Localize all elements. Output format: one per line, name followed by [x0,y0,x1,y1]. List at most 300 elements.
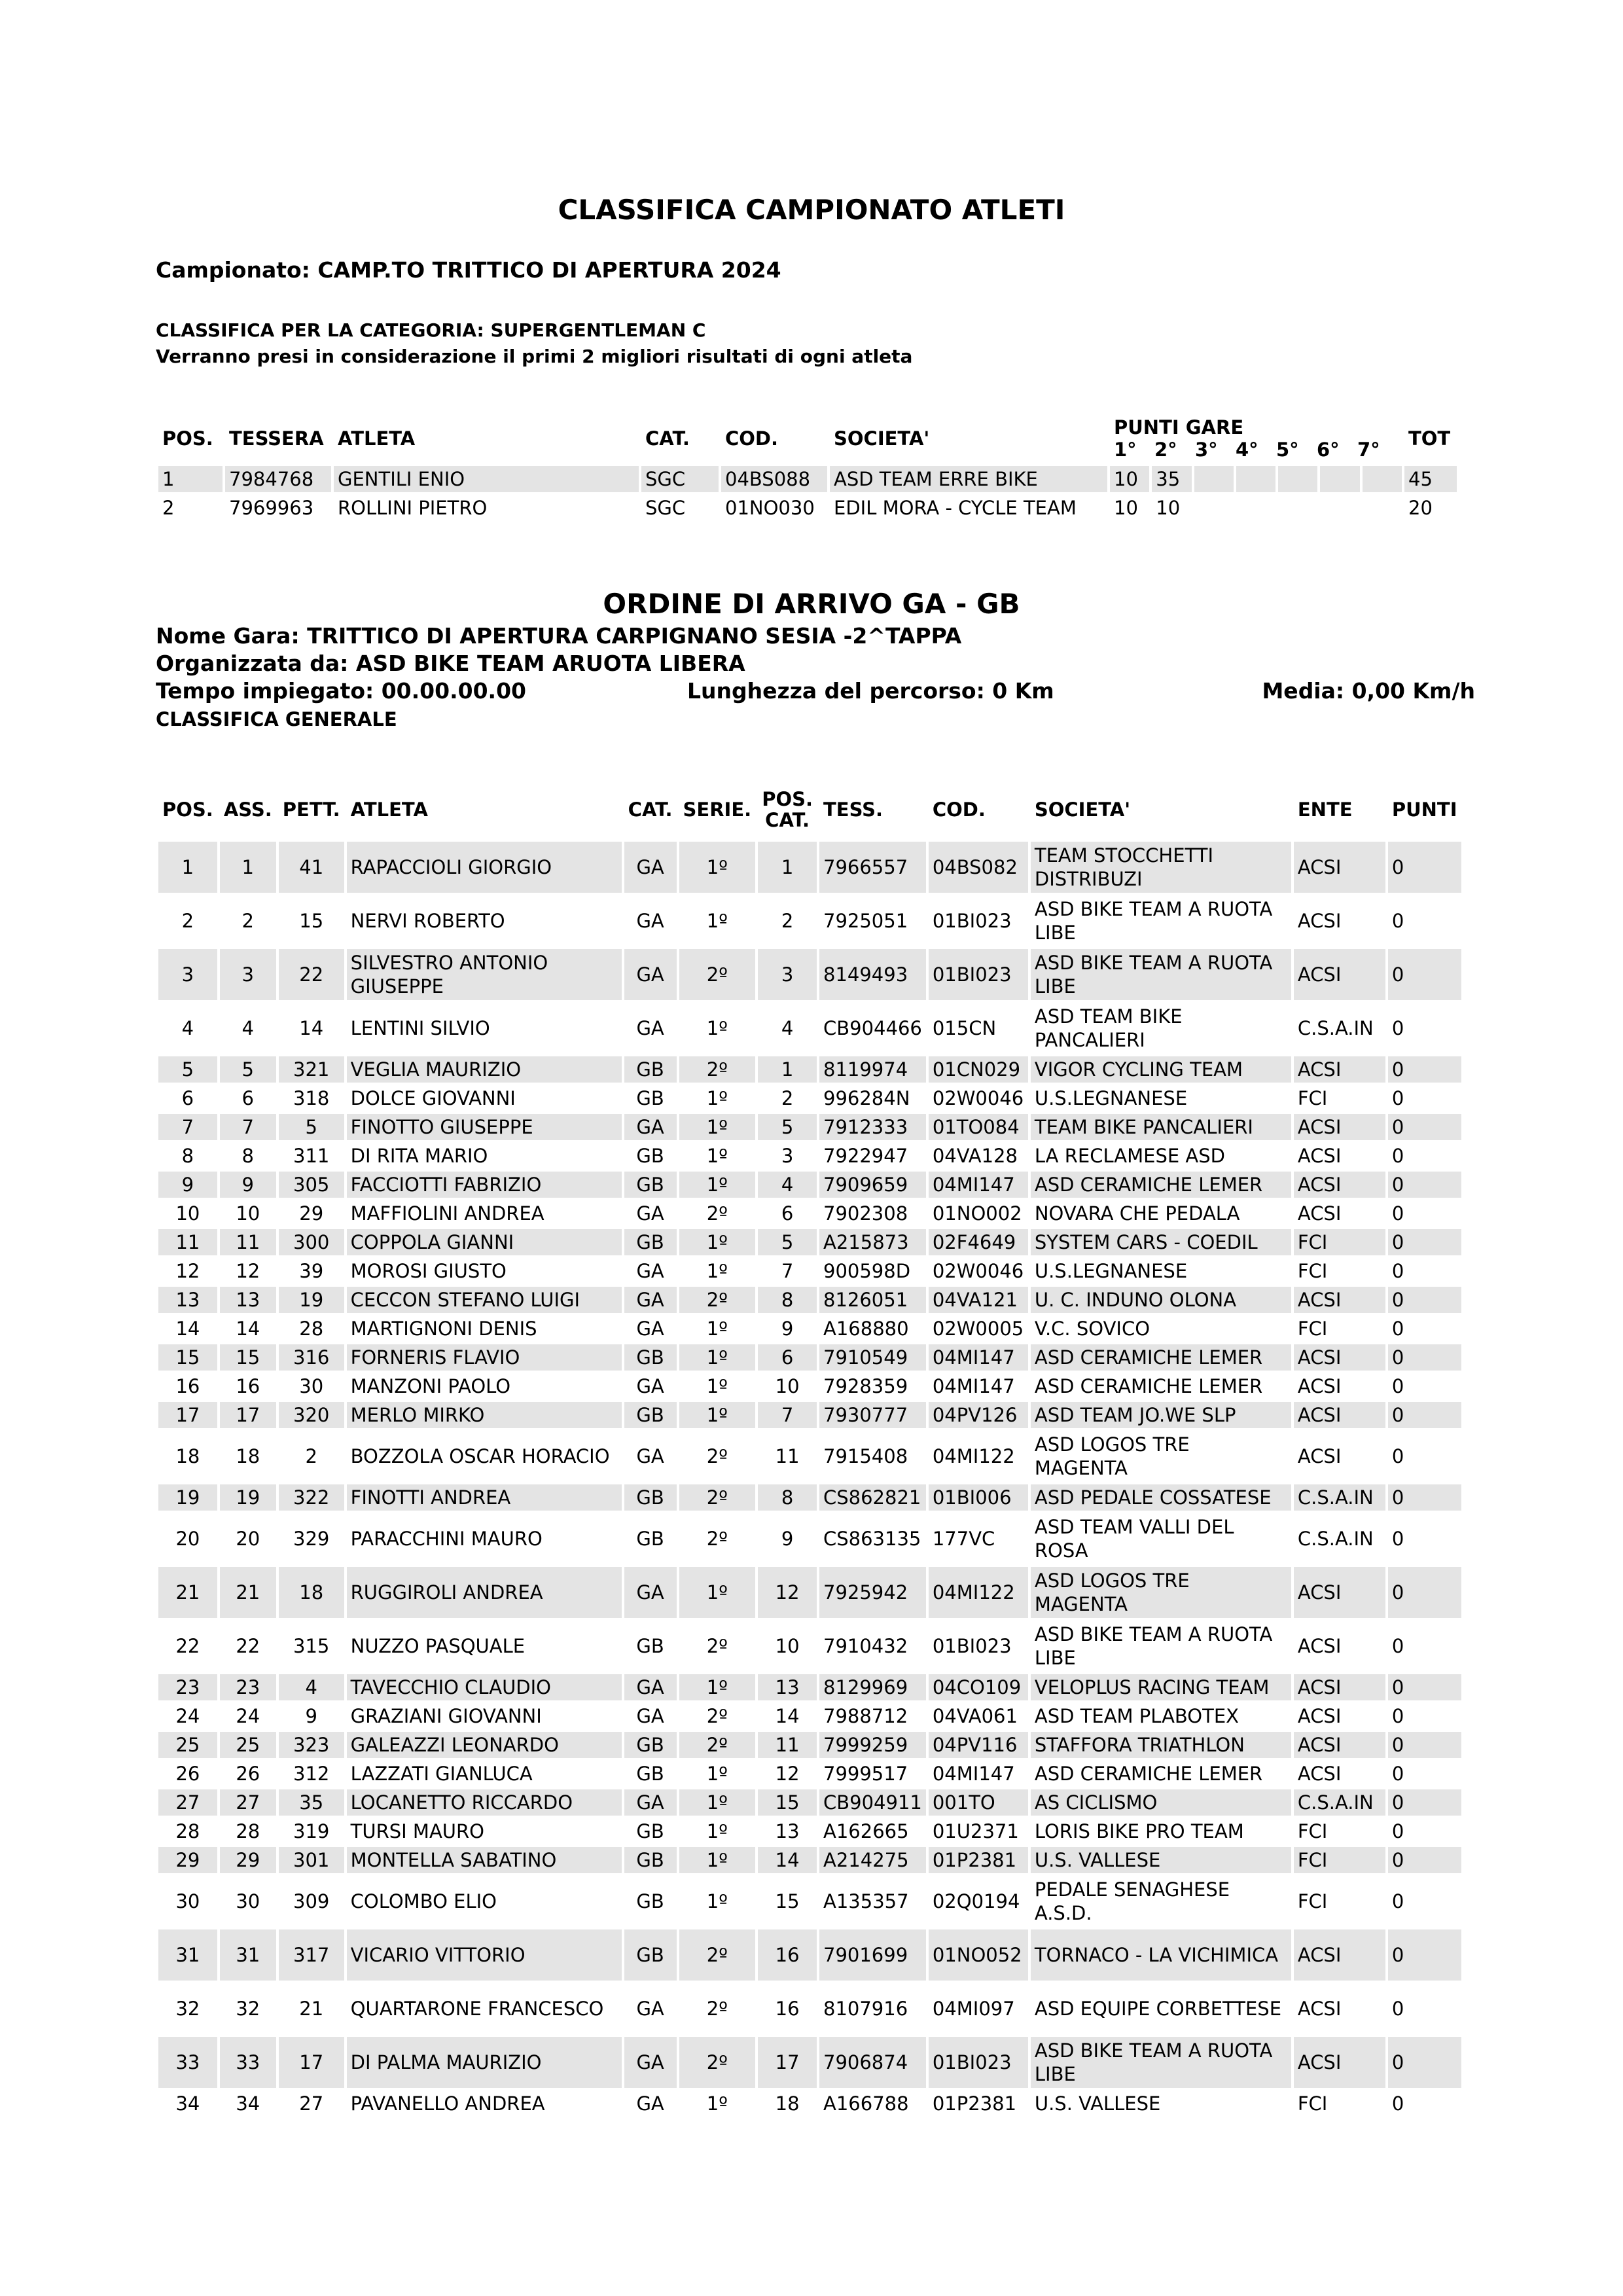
ente: ACSI [1294,1287,1385,1313]
pos: 22 [175,1635,200,1657]
serie: 1º [706,2092,728,2115]
ass: 29 [220,1847,276,1873]
table-row [158,1621,1461,1672]
pos: 12 [175,1260,200,1282]
cat: GA [636,1017,664,1039]
pett: 300 [279,1229,344,1255]
ass: 2 [241,910,254,932]
atleta: MARTIGNONI DENIS [350,1318,537,1340]
atleta: MOROSI GIUSTO [350,1260,507,1282]
pos: 2 [181,910,194,932]
col-punti-gare [1110,414,1402,463]
col-punti: PUNTI [1391,798,1457,821]
atleta: GALEAZZI LEONARDO [347,1732,622,1758]
table-row [158,949,1461,1000]
table-row [158,1344,1461,1371]
serie: 2º [706,1705,728,1727]
cat: GA [636,1375,664,1397]
pett: 41 [279,842,344,893]
table-row [158,1761,1461,1787]
cat: SGC [641,466,719,492]
table-row [158,1143,1461,1169]
tess: 7925942 [819,1567,926,1618]
cod: 02W0046 [932,1087,1024,1109]
pos: 5 [158,1056,217,1083]
tess: A168880 [823,1318,909,1340]
tess: CS862821 [819,1484,926,1511]
atleta: VEGLIA MAURIZIO [347,1056,622,1083]
pos: 19 [158,1484,217,1511]
col-societa: SOCIETA' [834,427,930,450]
societa: ASD BIKE TEAM A RUOTA LIBE [1031,949,1291,1000]
ente: ACSI [1294,1056,1385,1083]
race-5-points [1278,466,1317,492]
cat: GA [636,1318,664,1340]
col-atleta: ATLETA [338,427,416,450]
pos-cat: 8 [758,1484,817,1511]
pett: 35 [279,1789,344,1816]
pos: 23 [158,1674,217,1700]
order-title: ORDINE DI ARRIVO GA - GB [603,588,1020,620]
punti: 0 [1391,2092,1404,2115]
societa: NOVARA CHE PEDALA [1034,1202,1240,1225]
pett: 316 [279,1344,344,1371]
cat: GB [636,1635,664,1657]
cat: GB [624,1847,677,1873]
race-number-labels [1114,439,1398,461]
societa: ASD TEAM PLABOTEX [1034,1705,1240,1727]
cod: 04MI122 [929,1567,1028,1618]
pett: 29 [299,1202,324,1225]
atleta: TAVECCHIO CLAUDIO [347,1674,622,1700]
cod: 01BI023 [932,1635,1012,1657]
pos: 8 [181,1145,194,1167]
table-row [158,1847,1461,1873]
pett: 312 [293,1763,330,1785]
societa: ASD TEAM JO.WE SLP [1031,1402,1291,1428]
pos-cat: 16 [758,1929,817,1981]
ass: 25 [220,1732,276,1758]
ass: 27 [220,1789,276,1816]
race-2-points: 10 [1156,497,1181,519]
atleta: LAZZATI GIANLUCA [350,1763,533,1785]
table-row [158,1789,1461,1816]
societa: ASD TEAM BIKE PANCALIERI [1034,1005,1183,1051]
tess: CS863135 [823,1528,921,1550]
punti: 0 [1388,1114,1461,1140]
pett: 320 [279,1402,344,1428]
pos: 28 [175,1820,200,1842]
atleta: PARACCHINI MAURO [350,1528,543,1550]
punti-gare-label: PUNTI GARE [1114,416,1244,439]
table-row [158,1085,1461,1111]
punti: 0 [1391,1998,1404,2020]
table-row [158,1732,1461,1758]
ass: 13 [220,1287,276,1313]
cod: 02W0046 [932,1260,1024,1282]
punti: 0 [1388,2037,1461,2088]
punti: 0 [1391,1890,1404,1912]
tess: 8107916 [823,1998,908,2020]
serie: 1º [706,910,728,932]
cod: 04MI147 [932,1763,1015,1785]
tess: 7930777 [819,1402,926,1428]
cat: GA [624,1287,677,1313]
tess: A135357 [823,1890,909,1912]
atleta: ROLLINI PIETRO [338,497,488,519]
ranking-table [156,411,1459,524]
pett: 14 [299,1017,324,1039]
atleta: QUARTARONE FRANCESCO [350,1998,604,2020]
table-row [158,1287,1461,1313]
table-row [158,1431,1461,1482]
serie: 1º [706,1763,728,1785]
punti: 0 [1391,1528,1404,1550]
tess: A215873 [819,1229,926,1255]
societa: V.C. SOVICO [1034,1318,1150,1340]
pett: 322 [279,1484,344,1511]
ass: 5 [220,1056,276,1083]
organizer: Organizzata da: ASD BIKE TEAM ARUOTA LIBERA [156,651,745,676]
punti: 0 [1388,1056,1461,1083]
cod: 02W0005 [932,1318,1024,1340]
serie: 1º [679,1674,756,1700]
cod: 04PV126 [929,1402,1028,1428]
col-tessera: TESSERA [229,427,324,450]
cod: 04PV116 [929,1732,1028,1758]
race-2-points: 35 [1152,466,1191,492]
pos-cat: 4 [781,1017,794,1039]
punti: 0 [1391,1705,1404,1727]
cod: 01BI023 [929,2037,1028,2088]
pett: 2 [305,1445,317,1467]
tess: 7906874 [819,2037,926,2088]
col-pos: POS. [162,798,213,821]
cod: 001TO [929,1789,1028,1816]
ente: ACSI [1294,1567,1385,1618]
ranking-row [158,495,1457,521]
ass: 22 [236,1635,260,1657]
table-row [158,1703,1461,1729]
pos: 26 [175,1763,200,1785]
ass: 17 [220,1402,276,1428]
ente: C.S.A.IN [1297,1017,1374,1039]
pos-cat: 7 [781,1260,794,1282]
pos-cat: 2 [781,1087,794,1109]
race-3-points [1194,466,1234,492]
punti: 0 [1391,1087,1404,1109]
pos: 11 [158,1229,217,1255]
ass: 11 [220,1229,276,1255]
serie: 2º [706,1635,728,1657]
societa: U.S. VALLESE [1034,2092,1161,2115]
pos: 1 [158,842,217,893]
tess: 7999517 [823,1763,908,1785]
ente: FCI [1297,1087,1328,1109]
time-taken: Tempo impiegato: 00.00.00.00 [156,678,527,704]
serie: 2º [679,1287,756,1313]
pos: 14 [175,1318,200,1340]
societa: TEAM BIKE PANCALIERI [1031,1114,1291,1140]
race-7-points [1363,495,1402,521]
course-length: Lunghezza del percorso: 0 Km [687,678,1054,704]
pett: 21 [299,1998,324,2020]
atleta: GRAZIANI GIOVANNI [350,1705,542,1727]
tess: 900598D [823,1260,911,1282]
ass: 30 [236,1890,260,1912]
race-1-points: 10 [1110,466,1149,492]
table-row [158,1200,1461,1227]
pos-cat: 6 [781,1202,794,1225]
cod: 02Q0194 [932,1890,1020,1912]
punti: 0 [1388,1402,1461,1428]
race-6-label: 6° [1317,439,1340,461]
punti: 0 [1388,1732,1461,1758]
cod: 04MI122 [932,1445,1015,1467]
tess: 7912333 [819,1114,926,1140]
race-4-points [1236,466,1275,492]
pos: 32 [175,1998,200,2020]
punti: 0 [1388,1484,1461,1511]
punti: 0 [1388,1567,1461,1618]
pos-cat: 1 [758,842,817,893]
pos: 33 [158,2037,217,2088]
pos: 25 [158,1732,217,1758]
tessera: 7969963 [229,497,314,519]
pos-cat: 3 [781,1145,794,1167]
serie: 1º [679,1402,756,1428]
ente: FCI [1297,1820,1328,1842]
ranking-row [158,466,1457,492]
tess: 7910549 [819,1344,926,1371]
pett: 309 [293,1890,330,1912]
pett: 323 [279,1732,344,1758]
cat: GA [624,949,677,1000]
ente: ACSI [1297,1445,1342,1467]
societa: STAFFORA TRIATHLON [1031,1732,1291,1758]
punti: 0 [1388,842,1461,893]
ass: 32 [236,1998,260,2020]
table-row [158,895,1461,946]
ass: 18 [236,1445,260,1467]
table-row [158,1258,1461,1284]
ass: 26 [236,1763,260,1785]
atleta: SILVESTRO ANTONIO GIUSEPPE [347,949,622,1000]
punti: 0 [1391,1260,1404,1282]
pos: 1 [158,466,223,492]
tess: 7928359 [823,1375,908,1397]
cod: 01TO084 [929,1114,1028,1140]
pett: 28 [299,1318,324,1340]
ass: 14 [236,1318,260,1340]
col-ass: ASS. [223,798,272,821]
cod: 015CN [932,1017,997,1039]
table-row [158,842,1461,893]
table-row [158,1229,1461,1255]
cat: GB [636,1145,664,1167]
race-3-label: 3° [1195,439,1218,461]
general-classification-label: CLASSIFICA GENERALE [156,708,397,730]
punti: 0 [1391,1635,1404,1657]
tess: 7922947 [823,1145,908,1167]
cat: GA [636,1705,664,1727]
ente: FCI [1297,1890,1328,1912]
cat: GB [636,1890,664,1912]
atleta: LOCANETTO RICCARDO [347,1789,622,1816]
cat: GB [624,1929,677,1981]
serie: 2º [706,1445,728,1467]
societa: ASD LOGOS TRE MAGENTA [1031,1567,1291,1618]
cod: 04BS088 [721,466,827,492]
cod: 01BI006 [929,1484,1028,1511]
pos: 16 [175,1375,200,1397]
pos-cat: 5 [758,1114,817,1140]
table-row [158,1818,1461,1844]
cod: 01NO030 [725,497,815,519]
pos-cat: 8 [758,1287,817,1313]
arrival-header-row [158,780,1461,839]
pett: 17 [279,2037,344,2088]
societa: ASD PEDALE COSSATESE [1031,1484,1291,1511]
ass: 12 [236,1260,260,1282]
cod: 01U2371 [932,1820,1019,1842]
serie: 1º [679,842,756,893]
cat: GB [624,1172,677,1198]
serie: 2º [679,1732,756,1758]
pos: 15 [158,1344,217,1371]
pett: 19 [279,1287,344,1313]
serie: 1º [706,1375,728,1397]
societa: PEDALE SENAGHESE A.S.D. [1034,1878,1230,1924]
cat: GA [624,1114,677,1140]
cat: GA [636,1202,664,1225]
pos-cat: 12 [758,1567,817,1618]
race-4-label: 4° [1236,439,1258,461]
cod: 04VA121 [929,1287,1028,1313]
serie: 1º [679,1172,756,1198]
serie: 1º [706,1820,728,1842]
race-4-points [1236,495,1275,521]
total: 45 [1404,466,1457,492]
cod: 01P2381 [929,1847,1028,1873]
tess: 7910432 [823,1635,908,1657]
punti: 0 [1388,1674,1461,1700]
ente: ACSI [1294,1929,1385,1981]
serie: 2º [679,2037,756,2088]
ente: ACSI [1297,1635,1342,1657]
atleta: MANZONI PAOLO [350,1375,511,1397]
serie: 2º [679,1056,756,1083]
pett: 27 [299,2092,324,2115]
tess: 7901699 [819,1929,926,1981]
pos: 29 [158,1847,217,1873]
punti: 0 [1388,1344,1461,1371]
pos-cat: 15 [758,1789,817,1816]
cat: SGC [645,497,686,519]
pos: 17 [158,1402,217,1428]
atleta: VICARIO VITTORIO [347,1929,622,1981]
pett: 39 [299,1260,324,1282]
tess: A166788 [823,2092,909,2115]
societa: TEAM STOCCHETTI DISTRIBUZI [1031,842,1291,893]
ass: 16 [236,1375,260,1397]
category-line: CLASSIFICA PER LA CATEGORIA: SUPERGENTLEMAN C [156,319,706,341]
societa: ASD CERAMICHE LEMER [1031,1172,1291,1198]
cat: GA [636,2092,664,2115]
pos: 7 [158,1114,217,1140]
atleta: FINOTTO GIUSEPPE [347,1114,622,1140]
table-row [158,1402,1461,1428]
pos-cat: 4 [758,1172,817,1198]
race-7-points [1363,466,1402,492]
pos: 18 [175,1445,200,1467]
page-title: CLASSIFICA CAMPIONATO ATLETI [558,194,1065,226]
cat: GB [636,1820,664,1842]
cat: GB [636,1763,664,1785]
cod: 01NO052 [929,1929,1028,1981]
tess: CB904911 [819,1789,926,1816]
cod: 04MI147 [929,1172,1028,1198]
cat: GA [624,1789,677,1816]
pett: 317 [279,1929,344,1981]
pos: 20 [175,1528,200,1550]
atleta: NUZZO PASQUALE [350,1635,526,1657]
race-5-points [1278,495,1317,521]
atleta: MONTELLA SABATINO [347,1847,622,1873]
societa: TORNACO - LA VICHIMICA [1031,1929,1291,1981]
atleta: FACCIOTTI FABRIZIO [347,1172,622,1198]
pos-cat: 7 [758,1402,817,1428]
cat: GB [624,1229,677,1255]
pos: 27 [158,1789,217,1816]
cat: GA [624,1567,677,1618]
race-name: Nome Gara: TRITTICO DI APERTURA CARPIGNANO SESIA -2^TAPPA [156,623,962,649]
ass: 21 [220,1567,276,1618]
race-1-label: 1° [1114,439,1137,461]
ass: 9 [220,1172,276,1198]
societa: ASD CERAMICHE LEMER [1034,1375,1263,1397]
pett: 311 [293,1145,330,1167]
ente: C.S.A.IN [1297,1528,1374,1550]
pos-cat: 14 [775,1705,800,1727]
atleta: BOZZOLA OSCAR HORACIO [350,1445,610,1467]
serie: 1º [679,1567,756,1618]
ente: ACSI [1297,1705,1342,1727]
serie: 2º [706,1528,728,1550]
cod: 177VC [932,1528,995,1550]
col-cod: COD. [932,798,986,821]
pos: 34 [175,2092,200,2115]
table-row [158,1316,1461,1342]
punti: 0 [1391,1375,1404,1397]
tess: 7909659 [819,1172,926,1198]
punti: 0 [1388,1287,1461,1313]
ente: ACSI [1294,1172,1385,1198]
atleta: DI RITA MARIO [350,1145,488,1167]
pos-cat: 10 [775,1635,800,1657]
table-row [158,2090,1461,2117]
societa: ASD BIKE TEAM A RUOTA LIBE [1034,1623,1273,1669]
ente: FCI [1297,2092,1328,2115]
cod: 04VA061 [932,1705,1018,1727]
cat: GB [636,1087,664,1109]
table-row [158,1674,1461,1700]
cod: 02F4649 [929,1229,1028,1255]
col-atleta: ATLETA [350,798,428,821]
pos-cat: 13 [758,1674,817,1700]
pos-cat: 11 [775,1445,800,1467]
pos: 4 [181,1017,194,1039]
